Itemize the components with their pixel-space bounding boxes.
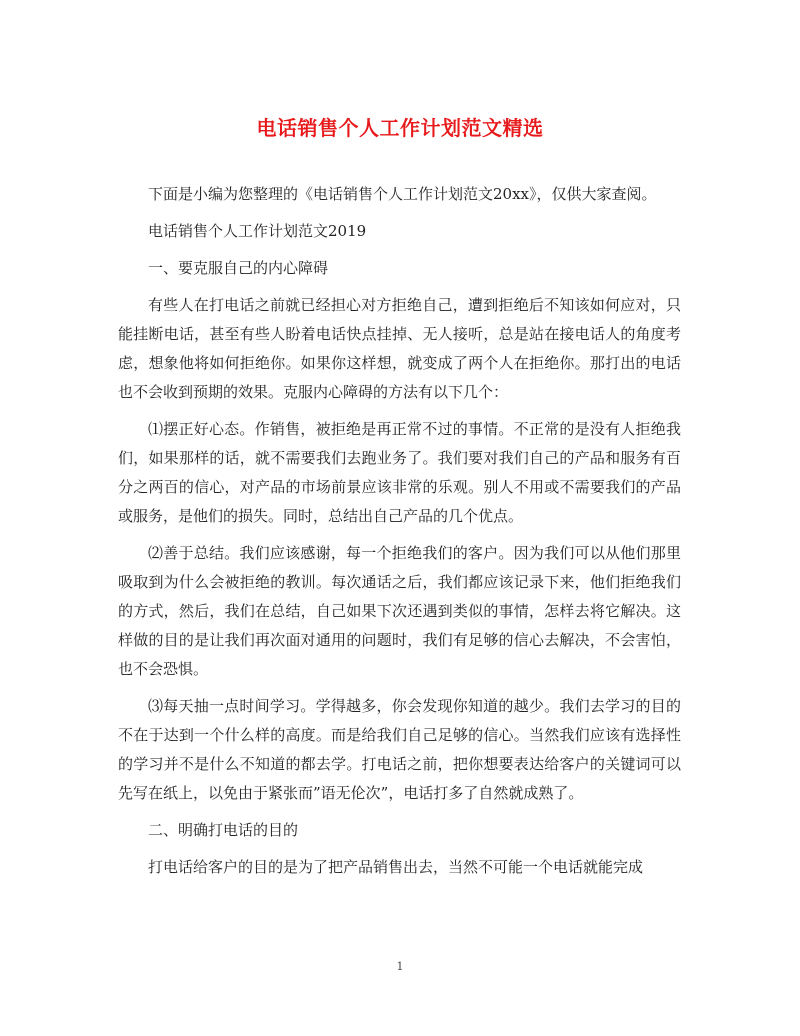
body-paragraph: ⑶每天抽一点时间学习。学得越多，你会发现你知道的越少。我们去学习的目的不在于达到一个什么样的高度。而是给我们自己足够的信心。当然我们应该有选择性的学习并不是什么不知道的都去学。打电话之前，把你想要表达给客户的关键词可以先写在纸上，以免由于紧张而”语无伦次”，电话打多了自然就成熟了。 (118, 697, 681, 802)
body-paragraph: 打电话给客户的目的是为了把产品销售出去，当然不可能一个电话就能完成 (148, 858, 644, 876)
section-heading-1: 一、要克服自己的内心障碍 (148, 259, 329, 277)
page-number: 1 (396, 960, 404, 973)
subtitle-heading: 电话销售个人工作计划范文2019 (148, 222, 367, 240)
body-paragraph: ⑵善于总结。我们应该感谢，每一个拒绝我们的客户。因为我们可以从他们那里吸取到为什么会被拒绝的教训。每次通话之后，我们都应该记录下来，他们拒绝我们的方式，然后，我们在总结，自己如果下次还遇到类似的事情，怎样去将它解决。这样做的目的是让我们再次面对通用的问题时，我们有足够的信心去解决，不会害怕，也不会恐惧。 (118, 544, 681, 678)
intro-paragraph: 下面是小编为您整理的《电话销售个人工作计划范文20xx》，仅供大家查阅。 (148, 185, 657, 203)
document-body (118, 180, 681, 890)
document-title: 电话销售个人工作计划范文精选 (256, 116, 544, 140)
section-heading-2: 二、明确打电话的目的 (148, 821, 299, 839)
body-paragraph: 有些人在打电话之前就已经担心对方拒绝自己，遭到拒绝后不知该如何应对，只能挂断电话，甚至有些人盼着电话快点挂掉、无人接听，总是站在接电话人的角度考虑，想象他将如何拒绝你。如果你这样想，就变成了两个人在拒绝你。那打出的电话也不会收到预期的效果。克服内心障碍的方法有以下几个： (118, 296, 681, 401)
body-paragraph: ⑴摆正好心态。作销售，被拒绝是再正常不过的事情。不正常的是没有人拒绝我们，如果那样的话，就不需要我们去跑业务了。我们要对我们自己的产品和服务有百分之两百的信心，对产品的市场前景应该非常的乐观。别人不用或不需要我们的产品或服务，是他们的损失。同时，总结出自己产品的几个优点。 (118, 420, 681, 525)
